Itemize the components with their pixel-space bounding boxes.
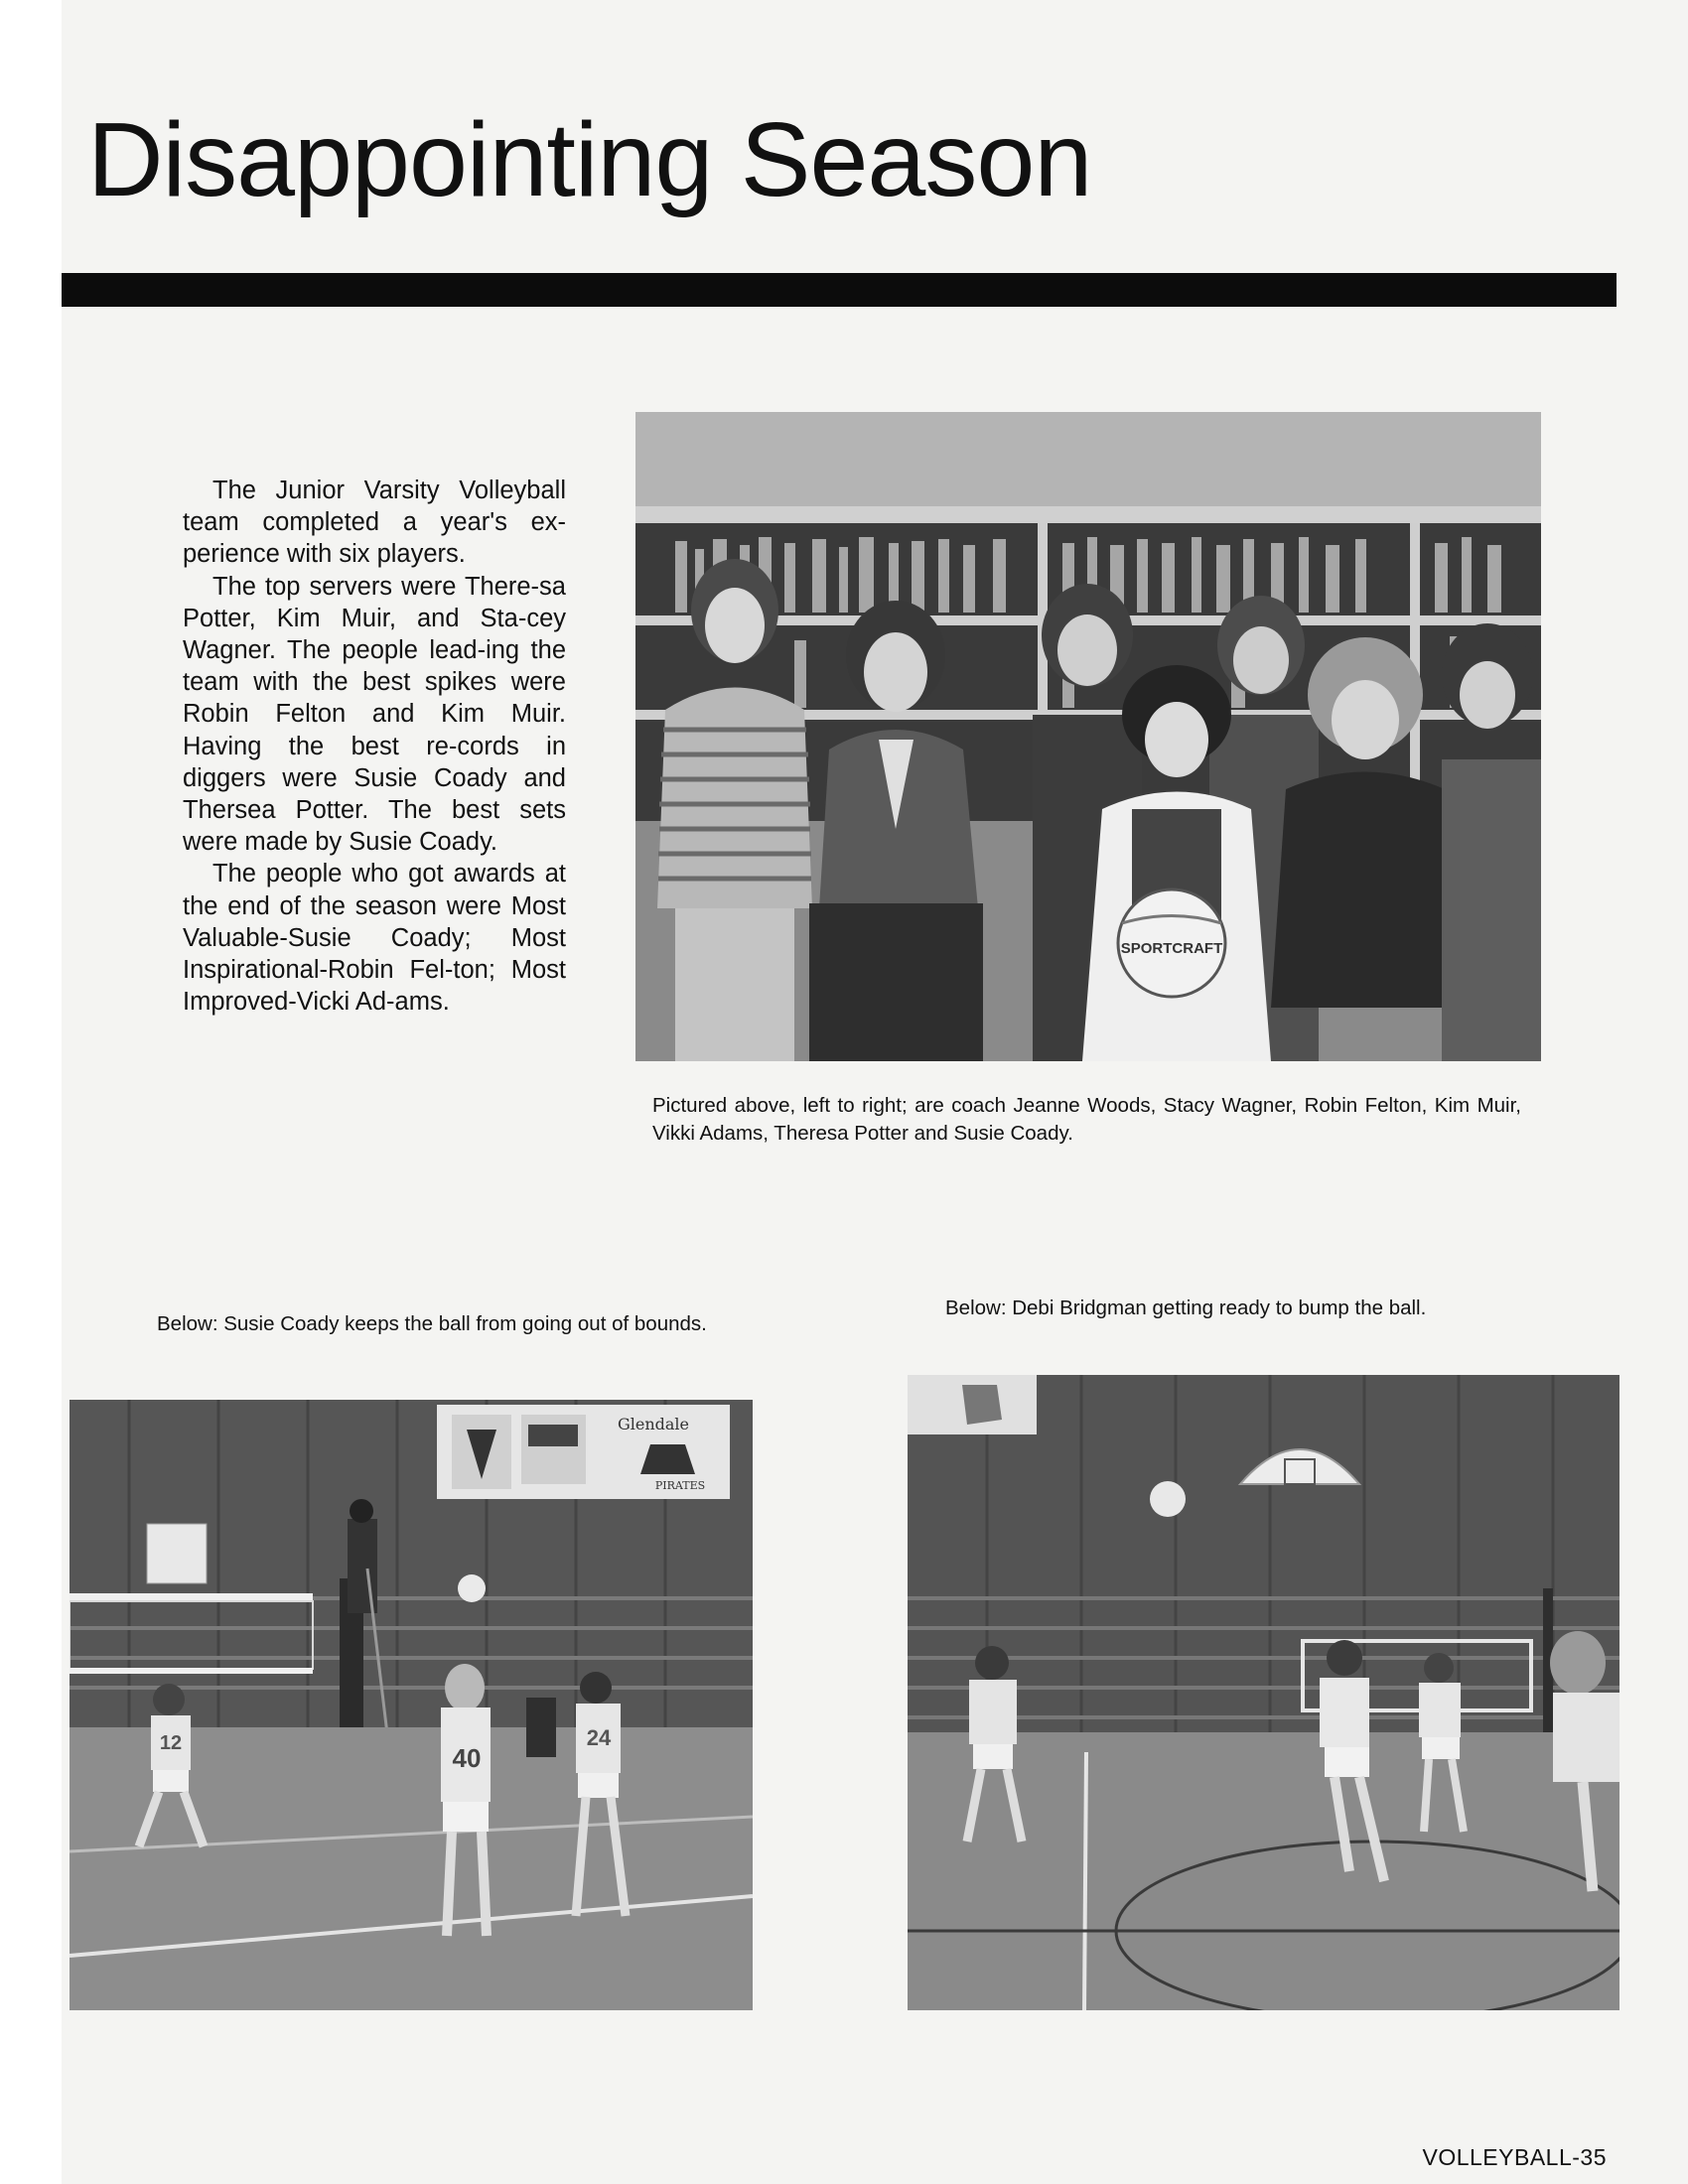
article-paragraph: The top servers were There-sa Potter, Kim Muir, and Sta-cey Wagner. The people lead-ing the team with the best spikes were Robin Felton and Kim Muir. Having the best re-cords in diggers were Susie Coady and Thersea Potter. The best sets were made by Susie Coady. xyxy=(183,572,566,857)
team-photo xyxy=(635,412,1541,1061)
jersey-number: 12 xyxy=(159,1732,183,1754)
page-title: Disappointing Season xyxy=(87,101,1092,218)
jersey-number: 40 xyxy=(452,1743,482,1773)
team-photo-illustration xyxy=(635,412,1541,1061)
team-photo-caption: Pictured above, left to right; are coach Jeanne Woods, Stacy Wagner, Robin Felton, Kim Muir, Vikki Adams, Theresa Potter and Susie Coady. xyxy=(652,1094,1521,1145)
banner-pirates-text: PIRATES xyxy=(654,1479,706,1492)
bridgman-action-photo xyxy=(908,1375,1619,2010)
page-margin xyxy=(0,0,62,2184)
bridgman-photo-caption: Below: Debi Bridgman getting ready to bump the ball. xyxy=(945,1297,1427,1319)
title-rule xyxy=(62,273,1617,307)
article-paragraph: The people who got awards at the end of the season were Most Valuable-Susie Coady; Most Inspirational-Robin Fel-ton; Most Improved-Vicki Ad-ams. xyxy=(183,860,566,1017)
coady-photo-caption: Below: Susie Coady keeps the ball from going out of bounds. xyxy=(157,1312,707,1335)
article-paragraph: The Junior Varsity Volleyball team completed a year's ex-perience with six players. xyxy=(183,477,566,569)
bridgman-photo-illustration xyxy=(908,1375,1619,2010)
page-number-label: VOLLEYBALL-35 xyxy=(1422,2144,1607,2170)
coady-action-photo xyxy=(70,1400,753,2010)
banner-glendale-text: Glendale xyxy=(617,1415,690,1433)
coady-photo-illustration xyxy=(70,1400,753,2010)
article-body xyxy=(183,475,566,1018)
jersey-number: 24 xyxy=(586,1725,612,1750)
ball-brand-text: SPORTCRAFT xyxy=(1120,940,1223,957)
